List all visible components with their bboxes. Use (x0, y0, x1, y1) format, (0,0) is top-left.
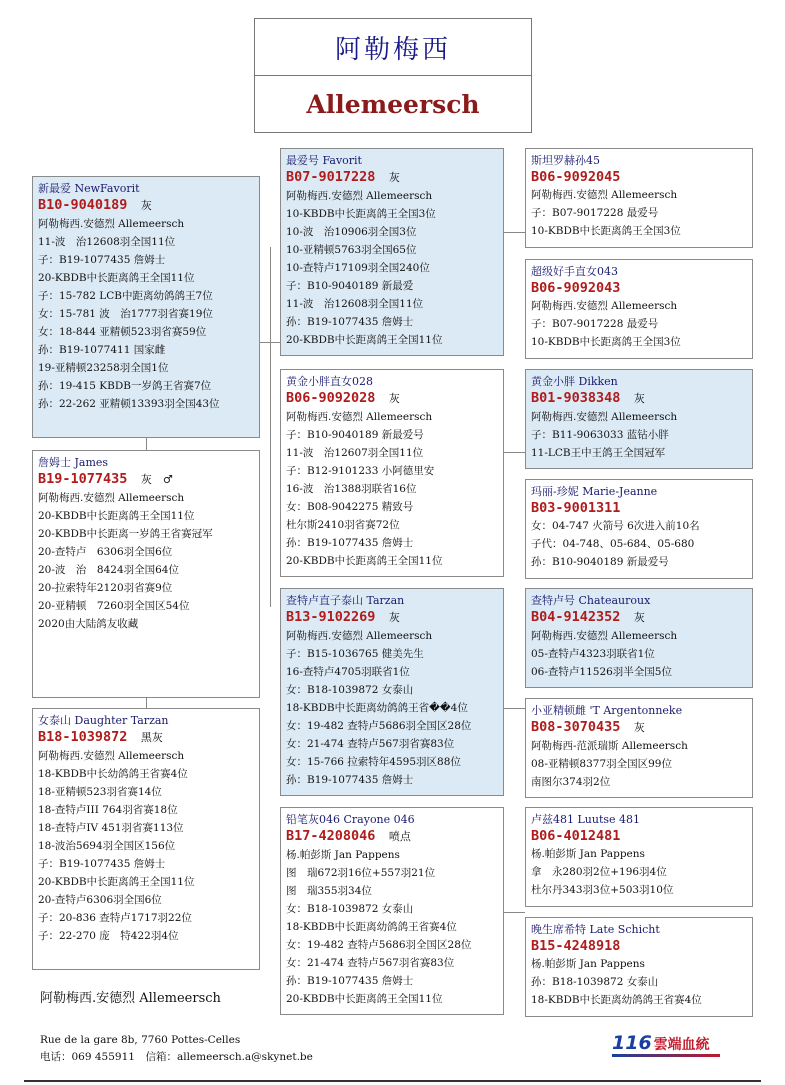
pedigree-line: 杨.帕彭斯 Jan Pappens (531, 958, 645, 970)
pigeon-name: 卢兹481 Luutse 481 (531, 813, 641, 826)
pedigree-line: 杨.帕彭斯 Jan Pappens (286, 849, 400, 861)
pedigree-line: 子：B19-1077435 詹姆士 (38, 858, 166, 870)
pedigree-line: 20-KBDB中长距离鸽王全国11位 (38, 510, 195, 522)
ring-number: B08-3070435 灰 (531, 719, 645, 735)
ring-number: B06-9092045 (531, 169, 621, 185)
pedigree-line: 女：15-781 波 治1777羽省赛19位 (38, 308, 213, 320)
pedigree-line: 图 瑞672羽16位+557羽21位 (286, 867, 436, 879)
pedigree-line: 孙：B18-1039872 女泰山 (531, 976, 659, 988)
pedigree-line: 18-KBDB中长距离幼鸽鸽王省赛4位 (531, 994, 702, 1006)
pedigree-line: 20-查特卢 6306羽全国6位 (38, 546, 173, 558)
subject-card (32, 176, 260, 438)
pedigree-line: 子：B11-9063033 蓝钻小胖 (531, 429, 669, 441)
address: Rue de la gare 8b, 7760 Pottes-Celles (40, 1034, 241, 1046)
title-box (254, 18, 532, 133)
pedigree-line: 杜尔斯2410羽省赛72位 (286, 519, 400, 531)
pigeon-name: 查特卢号 Chateauroux (531, 594, 651, 607)
connector (504, 232, 525, 233)
pedigree-line: 18-波治5694羽全国区156位 (38, 840, 176, 852)
pedigree-line: 子：B07-9017228 最爱号 (531, 207, 659, 219)
pedigree-line: 女：18-844 亚精顿523羽省赛59位 (38, 326, 207, 338)
granddam-card-dam-side (525, 479, 753, 579)
pedigree-line: 阿勒梅西.安德烈 Allemeersch (531, 189, 678, 201)
pedigree-line: 杨.帕彭斯 Jan Pappens (531, 848, 645, 860)
pedigree-line: 女：B08-9042275 精致号 (286, 501, 414, 513)
pedigree-line: 10-查特卢17109羽全国240位 (286, 262, 430, 274)
pedigree-line: 子：20-836 查特卢1717羽22位 (38, 912, 192, 924)
pedigree-line: 20-查特卢6306羽全国6位 (38, 894, 162, 906)
pedigree-line: 图 瑞355羽34位 (286, 885, 372, 897)
pedigree-line: 18-KBDB中长距离幼鸽鸽王省��4位 (286, 702, 468, 714)
pigeon-name: 玛丽-珍妮 Marie-Jeanne (531, 485, 658, 498)
pigeon-name: 小亚精顿雌 'T Argentonneke (531, 704, 683, 717)
owner-name: 阿勒梅西.安德烈 Allemeersch (40, 991, 221, 1006)
pedigree-line: 18-亚精顿523羽省赛14位 (38, 786, 162, 798)
offspring-card-daughter-tarzan (32, 708, 260, 970)
logo-underline (612, 1054, 720, 1057)
pedigree-line: 18-查特卢IV 451羽省赛113位 (38, 822, 184, 834)
pedigree-line: 杜尔丹343羽3位+503羽10位 (531, 884, 674, 896)
pigeon-name: 黄金小胖 Dikken (531, 375, 618, 388)
dam-card (280, 369, 504, 577)
grandsire-card-tarzan-side (525, 588, 753, 688)
ring-number: B18-1039872 黑灰 (38, 729, 163, 745)
pedigree-line: 女：21-474 查特卢567羽省赛83位 (286, 957, 455, 969)
pedigree-line: 子：B12-9101233 小阿德里安 (286, 465, 435, 477)
pigeon-name: 斯坦罗赫孙45 (531, 154, 600, 167)
pedigree-line: 11-波 治12607羽全国11位 (286, 447, 424, 459)
pigeon-name: 女泰山 Daughter Tarzan (38, 714, 169, 727)
title-english: Allemeersch (306, 89, 480, 119)
ring-number: B01-9038348 灰 (531, 390, 645, 406)
pedigree-line: 08-亚精顿8377羽全国区99位 (531, 758, 672, 770)
pedigree-line: 20-KBDB中长距离鸽王全国11位 (286, 993, 443, 1005)
pedigree-line: 子：15-782 LCB中距离幼鸽鸽王7位 (38, 290, 213, 302)
pedigree-line: 女：B18-1039872 女泰山 (286, 684, 414, 696)
granddam-card-sire-side (525, 259, 753, 359)
connector (146, 698, 147, 708)
granddam-card-tarzan-side (525, 698, 753, 798)
pedigree-line: 11-LCB王中王鸽王全国冠军 (531, 447, 666, 459)
pedigree-line: 孙：19-415 KBDB一岁鸽王省赛7位 (38, 380, 212, 392)
pedigree-line: 女：21-474 查特卢567羽省赛83位 (286, 738, 455, 750)
pedigree-line: 拿 永280羽2位+196羽4位 (531, 866, 667, 878)
pedigree-line: 阿勒梅西.安德烈 Allemeersch (286, 190, 433, 202)
pedigree-line: 子代：04-748、05-684、05-680 (531, 538, 695, 550)
pedigree-line: 孙：B19-1077435 詹姆士 (286, 774, 414, 786)
pedigree-line: 女：19-482 查特卢5686羽全国区28位 (286, 720, 472, 732)
pigeon-name: 新最爱 NewFavorit (38, 182, 140, 195)
pedigree-line: 子：B15-1036765 健美先生 (286, 648, 424, 660)
pigeon-name: 詹姆士 James (38, 456, 109, 469)
pedigree-line: 10-KBDB中长距离鸽王全国3位 (531, 336, 681, 348)
grandsire-card-dam-side (525, 369, 753, 469)
pedigree-line: 18-查特卢III 764羽省赛18位 (38, 804, 178, 816)
ring-number: B15-4248918 (531, 938, 621, 954)
ring-number: B03-9001311 (531, 500, 621, 516)
connector (504, 452, 525, 453)
pedigree-line: 20-亚精顿 7260羽全国区54位 (38, 600, 190, 612)
pedigree-line: 孙：B10-9040189 新最爱号 (531, 556, 669, 568)
ring-number: B06-4012481 (531, 828, 621, 844)
pedigree-line: 阿勒梅西.安德烈 Allemeersch (38, 750, 185, 762)
pedigree-line: 女：19-482 查特卢5686羽全国区28位 (286, 939, 472, 951)
pigeon-name: 超级好手直女043 (531, 265, 618, 278)
grandsire-card-sire-side (525, 148, 753, 248)
pedigree-line: 孙：B19-1077435 詹姆士 (286, 975, 414, 987)
pedigree-line: 阿勒梅西.安德烈 Allemeersch (531, 300, 678, 312)
connector (504, 708, 525, 709)
pedigree-line: 10-KBDB中长距离鸽王全国3位 (531, 225, 681, 237)
pedigree-line: 11-波 治12608羽全国11位 (38, 236, 176, 248)
pedigree-line: 子：B07-9017228 最爱号 (531, 318, 659, 330)
pigeon-name: 晚生席希特 Late Schicht (531, 923, 660, 936)
granddam-card-crayone-side (525, 917, 753, 1017)
bottom-divider (24, 1080, 761, 1082)
pedigree-line: 孙：B19-1077435 詹姆士 (286, 537, 414, 549)
pedigree-line: 18-KBDB中长幼鸽鸽王省赛4位 (38, 768, 188, 780)
ring-number: B10-9040189 灰 (38, 197, 152, 213)
pedigree-line: 阿勒梅西-范派瑞斯 Allemeersch (531, 740, 688, 752)
pedigree-line: 子：B10-9040189 新最爱号 (286, 429, 424, 441)
pedigree-line: 女：15-766 拉索特年4595羽区88位 (286, 756, 461, 768)
pedigree-line: 阿勒梅西.安德烈 Allemeersch (531, 630, 678, 642)
pedigree-line: 孙：B19-1077435 詹姆士 (286, 316, 414, 328)
pedigree-line: 女：B18-1039872 女泰山 (286, 903, 414, 915)
pedigree-line: 10-波 治10906羽全国3位 (286, 226, 417, 238)
logo-number: 116 (612, 1032, 652, 1054)
pedigree-line: 20-KBDB中长距离鸽王全国11位 (38, 272, 195, 284)
crayone-card (280, 807, 504, 1015)
pedigree-line: 2020由大陆鸽友收藏 (38, 618, 139, 630)
pigeon-name: 铅笔灰046 Crayone 046 (286, 813, 415, 826)
pedigree-line: 05-查特卢4323羽联省1位 (531, 648, 655, 660)
offspring-card-james (32, 450, 260, 698)
pedigree-line: 20-KBDB中长距离鸽王全国11位 (38, 876, 195, 888)
connector (504, 912, 525, 913)
pedigree-line: 阿勒梅西.安德烈 Allemeersch (531, 411, 678, 423)
ring-number: B04-9142352 灰 (531, 609, 645, 625)
pedigree-line: 阿勒梅西.安德烈 Allemeersch (286, 411, 433, 423)
pedigree-line: 06-查特卢11526羽半全国5位 (531, 666, 672, 678)
pedigree-line: 19-亚精顿23258羽全国1位 (38, 362, 169, 374)
pedigree-line: 11-波 治12608羽全国11位 (286, 298, 424, 310)
pedigree-line: 阿勒梅西.安德烈 Allemeersch (286, 630, 433, 642)
ring-number: B06-9092043 (531, 280, 621, 296)
pedigree-line: 16-波 治1388羽联省16位 (286, 483, 417, 495)
pedigree-line: 阿勒梅西.安德烈 Allemeersch (38, 492, 185, 504)
pedigree-line: 20-波 治 8424羽全国64位 (38, 564, 179, 576)
tarzan-card (280, 588, 504, 796)
connector (270, 247, 271, 607)
pedigree-line: 子：B19-1077435 詹姆士 (38, 254, 166, 266)
pedigree-line: 南图尔374羽2位 (531, 776, 611, 788)
pigeon-name: 黄金小胖直女028 (286, 375, 373, 388)
contact-block (40, 1032, 313, 1066)
pedigree-line: 孙：22-262 亚精顿13393羽全国43位 (38, 398, 220, 410)
pigeon-name: 查特卢直子泰山 Tarzan (286, 594, 405, 607)
pedigree-line: 20-KBDB中长距离鸽王全国11位 (286, 555, 443, 567)
pedigree-line: 女：04-747 火箭号 6次进入前10名 (531, 520, 700, 532)
ring-number: B06-9092028 灰 (286, 390, 400, 406)
ring-number: B13-9102269 灰 (286, 609, 400, 625)
pedigree-line: 20-KBDB中长距离一岁鸽王省赛冠军 (38, 528, 213, 540)
brand-logo (612, 1032, 710, 1054)
title-chinese: 阿勒梅西 (255, 19, 531, 76)
pedigree-line: 子：22-270 庞 特422羽4位 (38, 930, 179, 942)
logo-text: 雲端血統 (653, 1037, 710, 1053)
pedigree-line: 16-查特卢4705羽联省1位 (286, 666, 410, 678)
pedigree-line: 子：B10-9040189 新最爱 (286, 280, 414, 292)
ring-number: B19-1077435 灰 ♂ (38, 471, 173, 487)
pedigree-line: 孙：B19-1077411 国家雌 (38, 344, 166, 356)
sire-card (280, 148, 504, 356)
pedigree-line: 20-KBDB中长距离鸽王全国11位 (286, 334, 443, 346)
ring-number: B17-4208046 喷点 (286, 828, 411, 844)
pedigree-line: 10-KBDB中长距离鸽王全国3位 (286, 208, 436, 220)
pedigree-line: 10-亚精顿5763羽全国65位 (286, 244, 417, 256)
ring-number: B07-9017228 灰 (286, 169, 400, 185)
pedigree-line: 阿勒梅西.安德烈 Allemeersch (38, 218, 185, 230)
pigeon-name: 最爱号 Favorit (286, 154, 362, 167)
grandsire-card-crayone-side (525, 807, 753, 907)
connector (146, 438, 147, 450)
pedigree-line: 18-KBDB中长距离幼鸽鸽王省赛4位 (286, 921, 457, 933)
pedigree-line: 20-拉索特年2120羽省赛9位 (38, 582, 173, 594)
contact-info: 电话：069 455911 信箱：allemeersch.a@skynet.be (40, 1051, 313, 1063)
